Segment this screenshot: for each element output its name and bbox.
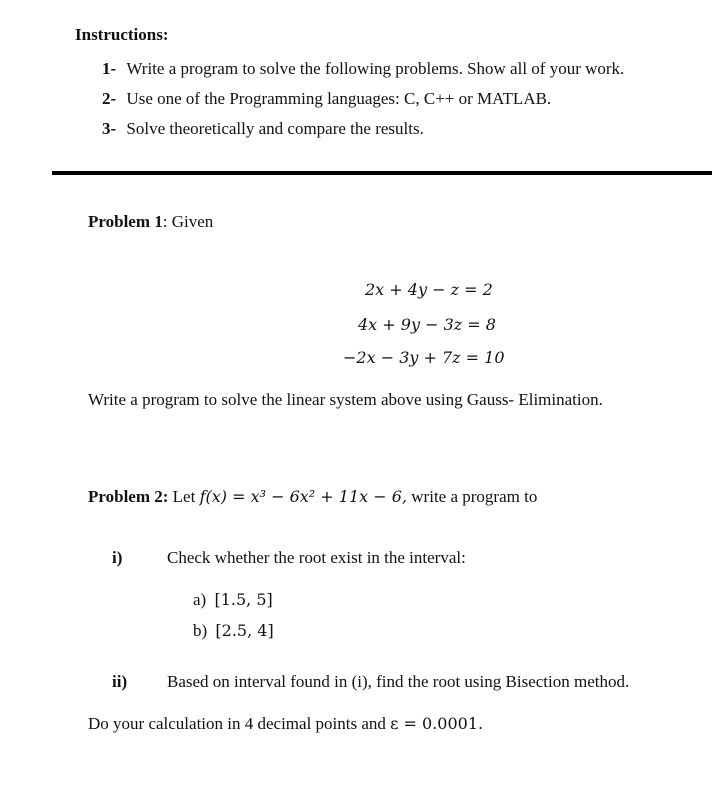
part-i-text: Check whether the root exist in the interval: <box>167 548 466 567</box>
part-ii-number: ii) <box>112 672 128 691</box>
option-b <box>193 621 274 641</box>
option-b-label: b) <box>193 621 208 640</box>
equation-1: 2x + 4y − z = 2 <box>365 280 493 299</box>
option-a <box>193 590 273 610</box>
instruction-text: Write a program to solve the following problems. Show all of your work. <box>126 59 625 78</box>
option-a-interval: [1.5, 5] <box>214 590 273 609</box>
problem2-tail: write a program to <box>411 487 538 506</box>
instructions-heading: Instructions: <box>75 25 169 44</box>
problem1-intro: : Given <box>162 212 214 231</box>
instruction-text: Use one of the Programming languages: C, C++ or MATLAB. <box>126 89 552 108</box>
precision-note <box>88 714 483 734</box>
problem2-label: Problem 2: <box>88 487 169 506</box>
instruction-item-1 <box>102 59 624 79</box>
instruction-number: 1- <box>102 59 117 78</box>
part-i-number: i) <box>112 548 123 567</box>
part-ii-text: Based on interval found in (i), find the root using Bisection method. <box>167 672 630 691</box>
option-b-interval: [2.5, 4] <box>215 621 274 640</box>
equation-3: −2x − 3y + 7z = 10 <box>343 348 505 367</box>
problem1-task: Write a program to solve the linear system above using Gauss- Elimination. <box>88 390 603 409</box>
problem1-heading <box>88 212 213 232</box>
problem1-label: Problem 1 <box>88 212 163 231</box>
equation-2: 4x + 9y − 3z = 8 <box>358 315 496 334</box>
problem2-heading <box>88 487 537 507</box>
instruction-number: 2- <box>102 89 117 108</box>
option-a-label: a) <box>193 590 207 609</box>
problem2-let: Let <box>172 487 196 506</box>
instruction-text: Solve theoretically and compare the results. <box>126 119 424 138</box>
instruction-item-2 <box>102 89 551 109</box>
problem2-function: f(x) = x³ − 6x² + 11x − 6, <box>199 487 408 506</box>
precision-note-text: Do your calculation in 4 decimal points and <box>88 714 386 733</box>
instruction-number: 3- <box>102 119 117 138</box>
epsilon-value: ε = 0.0001. <box>390 714 484 733</box>
instruction-item-3 <box>102 119 424 139</box>
section-divider <box>52 171 712 175</box>
